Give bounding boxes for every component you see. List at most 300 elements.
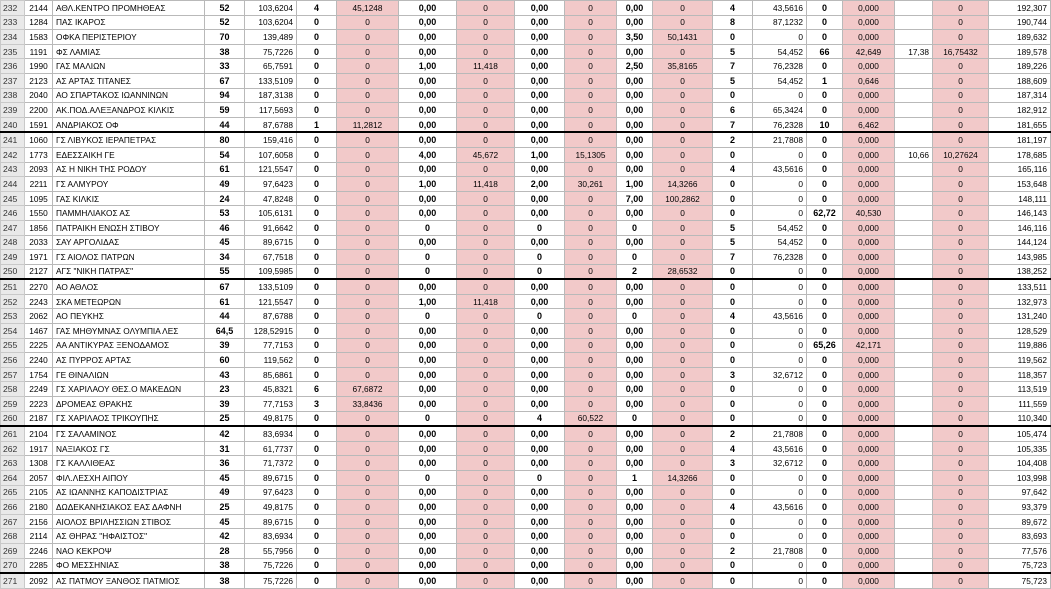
- c7-count-cell: [895, 206, 933, 221]
- c2-score-cell: 0: [457, 324, 515, 339]
- c7-count-cell: [895, 543, 933, 558]
- c5-count-cell: 6: [713, 103, 753, 118]
- c7-score-cell: 0: [933, 264, 989, 279]
- row-number-cell: 255: [1, 338, 25, 353]
- club-id-cell: 1095: [25, 191, 53, 206]
- c1-score-cell: 0: [337, 573, 399, 588]
- c1-score-cell: 0: [337, 324, 399, 339]
- points-score-cell: 97,6423: [245, 177, 297, 192]
- c3-count-cell: 0,00: [515, 397, 565, 412]
- c4-score-cell: 0: [653, 543, 713, 558]
- c5-score-cell: 0: [753, 264, 807, 279]
- points-score-cell: 77,7153: [245, 397, 297, 412]
- c4-count-cell: 1: [617, 471, 653, 486]
- c4-count-cell: 0: [617, 220, 653, 235]
- c6-score-cell: 0,000: [843, 471, 895, 486]
- c3-score-cell: 0: [565, 397, 617, 412]
- c3-score-cell: 0: [565, 162, 617, 177]
- c7-count-cell: [895, 235, 933, 250]
- club-name-cell: ΑΟ ΑΘΛΟΣ: [53, 279, 205, 294]
- c5-count-cell: 0: [713, 191, 753, 206]
- total-score-cell: 146,116: [989, 220, 1051, 235]
- c6-count-cell: 0: [807, 382, 843, 397]
- c6-score-cell: 42,171: [843, 338, 895, 353]
- c4-count-cell: 0,00: [617, 573, 653, 588]
- club-name-cell: ΓΑΣ ΚΙΛΚΙΣ: [53, 191, 205, 206]
- c6-count-cell: 1: [807, 73, 843, 88]
- total-score-cell: 111,559: [989, 397, 1051, 412]
- club-id-cell: 2200: [25, 103, 53, 118]
- c7-score-cell: 0: [933, 132, 989, 147]
- points-score-cell: 133,5109: [245, 279, 297, 294]
- club-name-cell: ΠΑΜΜΗΛΙΑΚΟΣ ΑΣ: [53, 206, 205, 221]
- c6-count-cell: 0: [807, 514, 843, 529]
- c4-score-cell: 0: [653, 382, 713, 397]
- c2-score-cell: 0: [457, 456, 515, 471]
- c7-count-cell: [895, 382, 933, 397]
- total-score-cell: 189,226: [989, 59, 1051, 74]
- c5-count-cell: 5: [713, 73, 753, 88]
- club-id-cell: 2285: [25, 558, 53, 573]
- row-number-cell: 253: [1, 309, 25, 324]
- c4-score-cell: 100,2862: [653, 191, 713, 206]
- c5-count-cell: 0: [713, 573, 753, 588]
- c7-count-cell: [895, 1, 933, 16]
- c1-count-cell: 0: [297, 264, 337, 279]
- c6-count-cell: 0: [807, 529, 843, 544]
- c6-count-cell: 0: [807, 59, 843, 74]
- c6-count-cell: 0: [807, 88, 843, 103]
- c2-count-cell: 0,00: [399, 117, 457, 132]
- c3-score-cell: 0: [565, 573, 617, 588]
- c4-count-cell: 0,00: [617, 324, 653, 339]
- c6-count-cell: 0: [807, 264, 843, 279]
- c4-count-cell: 0,00: [617, 397, 653, 412]
- club-name-cell: ΝΑΞΙΑΚΟΣ ΓΣ: [53, 441, 205, 456]
- c4-count-cell: 0: [617, 309, 653, 324]
- c6-score-cell: 0,000: [843, 147, 895, 162]
- c4-score-cell: 14,3266: [653, 177, 713, 192]
- c4-score-cell: 0: [653, 500, 713, 515]
- table-row: [1, 514, 1051, 529]
- club-name-cell: ΑΣ ΠΑΤΜΟΥ ΞΑΝΘΟΣ ΠΑΤΜΙΟΣ: [53, 573, 205, 588]
- c3-score-cell: 0: [565, 117, 617, 132]
- c6-score-cell: 0,000: [843, 220, 895, 235]
- c6-count-cell: 0: [807, 456, 843, 471]
- points-score-cell: 133,5109: [245, 73, 297, 88]
- c6-count-cell: 0: [807, 162, 843, 177]
- c2-score-cell: 0: [457, 543, 515, 558]
- c1-score-cell: 0: [337, 309, 399, 324]
- table-row: [1, 59, 1051, 74]
- c4-score-cell: 0: [653, 573, 713, 588]
- c6-count-cell: 62,72: [807, 206, 843, 221]
- c7-count-cell: [895, 529, 933, 544]
- club-name-cell: ΟΦΚΑ ΠΕΡΙΣΤΕΡΙΟΥ: [53, 30, 205, 45]
- c2-score-cell: 0: [457, 132, 515, 147]
- c3-score-cell: 0: [565, 309, 617, 324]
- c3-score-cell: 0: [565, 30, 617, 45]
- c1-count-cell: 0: [297, 147, 337, 162]
- points-score-cell: 49,8175: [245, 411, 297, 426]
- points-score-cell: 77,7153: [245, 338, 297, 353]
- c4-score-cell: 0: [653, 235, 713, 250]
- c5-count-cell: 0: [713, 88, 753, 103]
- row-number-cell: 246: [1, 206, 25, 221]
- c2-count-cell: 4,00: [399, 147, 457, 162]
- c1-score-cell: 0: [337, 367, 399, 382]
- c5-score-cell: 0: [753, 485, 807, 500]
- c1-count-cell: 0: [297, 367, 337, 382]
- c5-count-cell: 0: [713, 471, 753, 486]
- points-cell: 67: [205, 279, 245, 294]
- c7-count-cell: [895, 132, 933, 147]
- c6-score-cell: 0,646: [843, 73, 895, 88]
- table-row: [1, 206, 1051, 221]
- points-cell: 24: [205, 191, 245, 206]
- c4-count-cell: 0,00: [617, 485, 653, 500]
- c2-count-cell: 0: [399, 220, 457, 235]
- c6-score-cell: 0,000: [843, 441, 895, 456]
- c3-count-cell: 4: [515, 411, 565, 426]
- c3-count-cell: 0,00: [515, 500, 565, 515]
- c4-score-cell: 0: [653, 250, 713, 265]
- total-score-cell: 119,886: [989, 338, 1051, 353]
- c1-score-cell: 0: [337, 132, 399, 147]
- club-name-cell: ΑΚ.ΠΟΔ.ΑΛΕΞΑΝΔΡΟΣ ΚΙΛΚΙΣ: [53, 103, 205, 118]
- c2-score-cell: 0: [457, 15, 515, 30]
- c2-count-cell: 0,00: [399, 367, 457, 382]
- c4-score-cell: 0: [653, 456, 713, 471]
- total-score-cell: 131,240: [989, 309, 1051, 324]
- c2-count-cell: 0,00: [399, 558, 457, 573]
- table-row: [1, 1, 1051, 16]
- c1-count-cell: 3: [297, 397, 337, 412]
- c7-score-cell: 0: [933, 529, 989, 544]
- c5-score-cell: 0: [753, 324, 807, 339]
- total-score-cell: 133,511: [989, 279, 1051, 294]
- c1-score-cell: 45,1248: [337, 1, 399, 16]
- c7-count-cell: [895, 573, 933, 588]
- c3-score-cell: 0: [565, 73, 617, 88]
- c7-count-cell: [895, 411, 933, 426]
- c3-score-cell: 0: [565, 250, 617, 265]
- c4-count-cell: 0,00: [617, 15, 653, 30]
- c3-count-cell: 0,00: [515, 558, 565, 573]
- c7-score-cell: 0: [933, 73, 989, 88]
- c4-score-cell: 0: [653, 1, 713, 16]
- c7-score-cell: 0: [933, 177, 989, 192]
- c2-count-cell: 0,00: [399, 30, 457, 45]
- c1-score-cell: 0: [337, 191, 399, 206]
- c4-count-cell: 0,00: [617, 514, 653, 529]
- c4-score-cell: 35,8165: [653, 59, 713, 74]
- c7-score-cell: 0: [933, 206, 989, 221]
- row-number-cell: 240: [1, 117, 25, 132]
- c1-count-cell: 0: [297, 162, 337, 177]
- table-row: [1, 235, 1051, 250]
- row-number-cell: 259: [1, 397, 25, 412]
- c4-count-cell: 0,00: [617, 558, 653, 573]
- table-row: [1, 264, 1051, 279]
- c3-score-cell: 30,261: [565, 177, 617, 192]
- points-score-cell: 187,3138: [245, 88, 297, 103]
- c4-count-cell: 0,00: [617, 117, 653, 132]
- c6-count-cell: 66: [807, 44, 843, 59]
- c5-score-cell: 0: [753, 177, 807, 192]
- c4-score-cell: 50,1431: [653, 30, 713, 45]
- c3-score-cell: 0: [565, 1, 617, 16]
- c3-count-cell: 0,00: [515, 573, 565, 588]
- c2-count-cell: 0,00: [399, 73, 457, 88]
- c5-score-cell: 0: [753, 529, 807, 544]
- row-number-cell: 251: [1, 279, 25, 294]
- c3-count-cell: 2,00: [515, 177, 565, 192]
- c3-score-cell: 0: [565, 264, 617, 279]
- c4-score-cell: 0: [653, 367, 713, 382]
- c3-score-cell: 0: [565, 132, 617, 147]
- c1-score-cell: 0: [337, 44, 399, 59]
- c3-count-cell: 0,00: [515, 426, 565, 441]
- points-cell: 44: [205, 117, 245, 132]
- total-score-cell: 192,307: [989, 1, 1051, 16]
- table-row: [1, 353, 1051, 368]
- points-score-cell: 105,6131: [245, 206, 297, 221]
- club-name-cell: ΓΕ ΘΙΝΑΛΙΩΝ: [53, 367, 205, 382]
- points-cell: 49: [205, 485, 245, 500]
- c7-score-cell: 0: [933, 500, 989, 515]
- c7-score-cell: 0: [933, 88, 989, 103]
- c6-score-cell: 0,000: [843, 514, 895, 529]
- c5-count-cell: 0: [713, 30, 753, 45]
- table-row: [1, 543, 1051, 558]
- c4-score-cell: 0: [653, 88, 713, 103]
- club-name-cell: ΣΚΑ ΜΕΤΕΩΡΩΝ: [53, 294, 205, 309]
- table-row: [1, 162, 1051, 177]
- c2-count-cell: 0,00: [399, 485, 457, 500]
- c5-count-cell: 0: [713, 147, 753, 162]
- total-score-cell: 143,985: [989, 250, 1051, 265]
- c1-score-cell: 0: [337, 147, 399, 162]
- points-cell: 45: [205, 235, 245, 250]
- c1-count-cell: 0: [297, 132, 337, 147]
- points-cell: 38: [205, 44, 245, 59]
- c4-count-cell: 0,00: [617, 294, 653, 309]
- total-score-cell: 110,340: [989, 411, 1051, 426]
- c1-count-cell: 1: [297, 117, 337, 132]
- c2-score-cell: 0: [457, 88, 515, 103]
- total-score-cell: 178,685: [989, 147, 1051, 162]
- row-number-cell: 271: [1, 573, 25, 588]
- c6-score-cell: 0,000: [843, 382, 895, 397]
- c5-score-cell: 65,3424: [753, 103, 807, 118]
- c4-count-cell: 0,00: [617, 382, 653, 397]
- c1-count-cell: 0: [297, 250, 337, 265]
- c2-score-cell: 0: [457, 471, 515, 486]
- c4-score-cell: 0: [653, 338, 713, 353]
- c2-score-cell: 0: [457, 411, 515, 426]
- c1-count-cell: 0: [297, 88, 337, 103]
- c2-count-cell: 0,00: [399, 353, 457, 368]
- c1-score-cell: 0: [337, 294, 399, 309]
- c3-count-cell: 0,00: [515, 15, 565, 30]
- club-id-cell: 2223: [25, 397, 53, 412]
- c4-count-cell: 0,00: [617, 426, 653, 441]
- c2-score-cell: 0: [457, 558, 515, 573]
- c7-score-cell: 0: [933, 353, 989, 368]
- points-score-cell: 55,7956: [245, 543, 297, 558]
- club-id-cell: 1917: [25, 441, 53, 456]
- points-score-cell: 91,6642: [245, 220, 297, 235]
- c4-count-cell: 0,00: [617, 103, 653, 118]
- c4-count-cell: 0,00: [617, 147, 653, 162]
- club-name-cell: ΔΩΔΕΚΑΝΗΣΙΑΚΟΣ ΕΑΣ ΔΑΦΝΗ: [53, 500, 205, 515]
- c7-count-cell: [895, 250, 933, 265]
- c5-count-cell: 0: [713, 279, 753, 294]
- c5-count-cell: 4: [713, 1, 753, 16]
- club-id-cell: 1990: [25, 59, 53, 74]
- c6-count-cell: 0: [807, 441, 843, 456]
- c1-count-cell: 0: [297, 456, 337, 471]
- total-score-cell: 138,252: [989, 264, 1051, 279]
- c5-score-cell: 0: [753, 279, 807, 294]
- row-number-cell: 260: [1, 411, 25, 426]
- c6-score-cell: 0,000: [843, 456, 895, 471]
- c7-count-cell: [895, 309, 933, 324]
- c2-score-cell: 0: [457, 162, 515, 177]
- club-name-cell: ΠΑΤΡΑΙΚΗ ΕΝΩΣΗ ΣΤΙΒΟΥ: [53, 220, 205, 235]
- c2-score-cell: 0: [457, 279, 515, 294]
- c6-count-cell: 0: [807, 103, 843, 118]
- points-score-cell: 87,6788: [245, 309, 297, 324]
- total-score-cell: 103,998: [989, 471, 1051, 486]
- club-name-cell: ΓΣ ΑΛΜΥΡΟΥ: [53, 177, 205, 192]
- points-score-cell: 159,416: [245, 132, 297, 147]
- c7-count-cell: 17,38: [895, 44, 933, 59]
- total-score-cell: 77,576: [989, 543, 1051, 558]
- c1-count-cell: 0: [297, 294, 337, 309]
- total-score-cell: 153,648: [989, 177, 1051, 192]
- c5-count-cell: 2: [713, 543, 753, 558]
- c3-count-cell: 0,00: [515, 353, 565, 368]
- row-number-cell: 234: [1, 30, 25, 45]
- c6-score-cell: 0,000: [843, 88, 895, 103]
- total-score-cell: 113,519: [989, 382, 1051, 397]
- c1-score-cell: 0: [337, 103, 399, 118]
- c2-score-cell: 11,418: [457, 59, 515, 74]
- points-cell: 67: [205, 73, 245, 88]
- c1-count-cell: 0: [297, 30, 337, 45]
- c6-count-cell: 0: [807, 15, 843, 30]
- c1-score-cell: 0: [337, 558, 399, 573]
- c3-count-cell: 0,00: [515, 543, 565, 558]
- c3-count-cell: 0: [515, 220, 565, 235]
- c3-count-cell: 0,00: [515, 30, 565, 45]
- c3-score-cell: 0: [565, 367, 617, 382]
- club-id-cell: 1191: [25, 44, 53, 59]
- c4-score-cell: 0: [653, 147, 713, 162]
- c5-score-cell: 0: [753, 382, 807, 397]
- c6-count-cell: 0: [807, 30, 843, 45]
- c4-score-cell: 0: [653, 529, 713, 544]
- c2-count-cell: 0,00: [399, 573, 457, 588]
- c7-count-cell: [895, 264, 933, 279]
- c4-score-cell: 0: [653, 426, 713, 441]
- c4-score-cell: 0: [653, 279, 713, 294]
- row-number-cell: 238: [1, 88, 25, 103]
- c7-score-cell: 10,27624: [933, 147, 989, 162]
- c5-count-cell: 0: [713, 353, 753, 368]
- total-score-cell: 181,655: [989, 117, 1051, 132]
- c2-score-cell: 0: [457, 191, 515, 206]
- c5-score-cell: 0: [753, 191, 807, 206]
- c1-count-cell: 0: [297, 500, 337, 515]
- table-row: [1, 191, 1051, 206]
- c1-score-cell: 0: [337, 162, 399, 177]
- c7-score-cell: 0: [933, 162, 989, 177]
- table-row: [1, 117, 1051, 132]
- c1-count-cell: 0: [297, 485, 337, 500]
- c4-score-cell: 0: [653, 397, 713, 412]
- points-cell: 38: [205, 573, 245, 588]
- total-score-cell: 188,609: [989, 73, 1051, 88]
- c7-count-cell: [895, 294, 933, 309]
- c3-score-cell: 0: [565, 558, 617, 573]
- c4-count-cell: 0,00: [617, 73, 653, 88]
- c5-score-cell: 21,7808: [753, 132, 807, 147]
- c7-score-cell: 0: [933, 15, 989, 30]
- c2-count-cell: 0,00: [399, 206, 457, 221]
- c4-score-cell: 0: [653, 324, 713, 339]
- c2-count-cell: 0,00: [399, 191, 457, 206]
- c6-count-cell: 0: [807, 294, 843, 309]
- c2-count-cell: 0: [399, 250, 457, 265]
- points-score-cell: 45,8321: [245, 382, 297, 397]
- club-name-cell: ΑΣ ΑΡΤΑΣ ΤΙΤΑΝΕΣ: [53, 73, 205, 88]
- table-row: [1, 30, 1051, 45]
- club-name-cell: ΑΝΔΡΙΑΚΟΣ ΟΦ: [53, 117, 205, 132]
- c3-count-cell: 0,00: [515, 338, 565, 353]
- points-cell: 39: [205, 397, 245, 412]
- c4-score-cell: 0: [653, 514, 713, 529]
- table-row: [1, 338, 1051, 353]
- c5-count-cell: 5: [713, 220, 753, 235]
- c1-count-cell: 0: [297, 103, 337, 118]
- points-cell: 45: [205, 471, 245, 486]
- c1-score-cell: 0: [337, 59, 399, 74]
- c2-score-cell: 0: [457, 206, 515, 221]
- c2-score-cell: 0: [457, 397, 515, 412]
- total-score-cell: 128,529: [989, 324, 1051, 339]
- c2-count-cell: 0,00: [399, 456, 457, 471]
- c3-count-cell: 1,00: [515, 147, 565, 162]
- c1-count-cell: 0: [297, 441, 337, 456]
- c6-count-cell: 0: [807, 309, 843, 324]
- c6-score-cell: 0,000: [843, 250, 895, 265]
- c1-score-cell: 0: [337, 206, 399, 221]
- total-score-cell: 181,197: [989, 132, 1051, 147]
- table-row: [1, 132, 1051, 147]
- c6-score-cell: 0,000: [843, 367, 895, 382]
- c2-count-cell: 0,00: [399, 279, 457, 294]
- points-score-cell: 128,52915: [245, 324, 297, 339]
- c6-count-cell: 0: [807, 1, 843, 16]
- club-id-cell: 2246: [25, 543, 53, 558]
- c3-score-cell: 0: [565, 103, 617, 118]
- table-row: [1, 426, 1051, 441]
- row-number-cell: 270: [1, 558, 25, 573]
- c4-count-cell: 0,00: [617, 456, 653, 471]
